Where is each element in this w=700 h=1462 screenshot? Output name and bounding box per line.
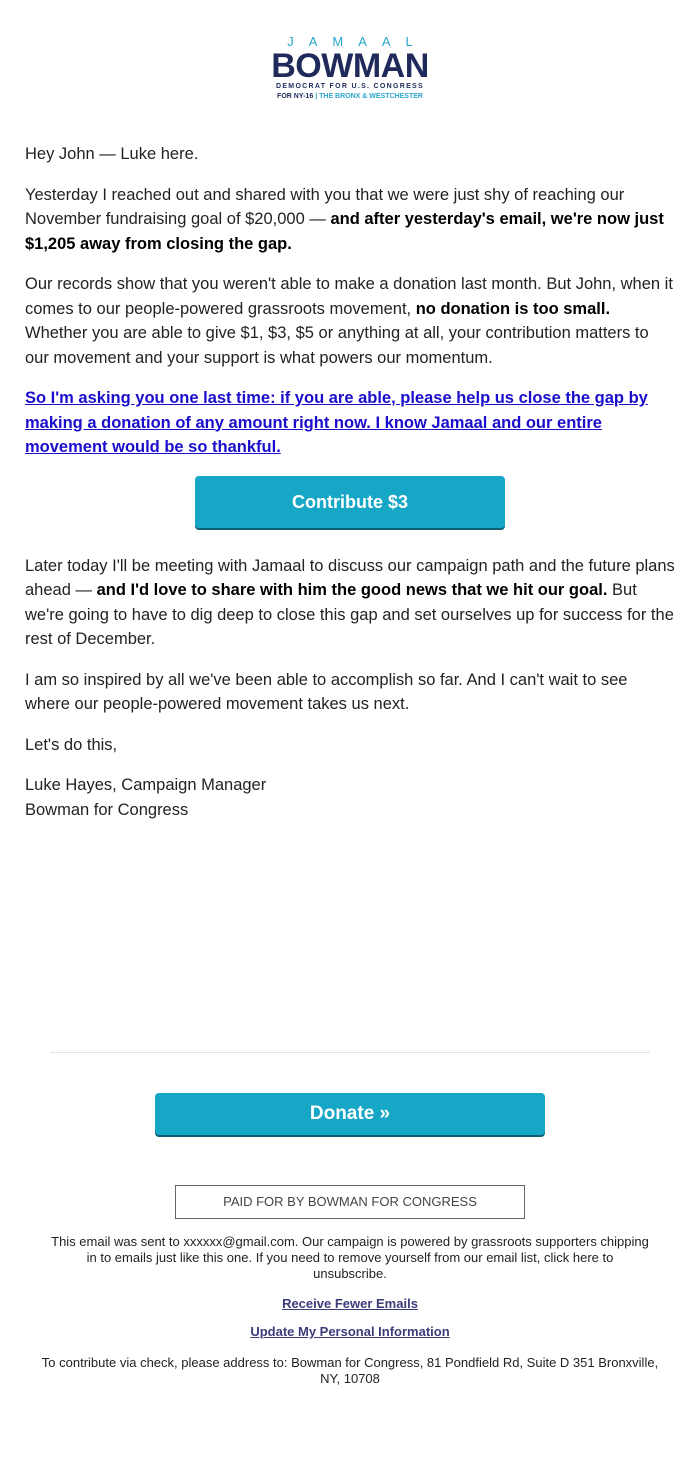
goal-emphasis: and after yesterday's email, we're now just $1,205 away from closing the gap. (25, 210, 664, 253)
fewer-emails-row (0, 1296, 700, 1311)
contribute-button[interactable]: Contribute $3 (195, 476, 505, 528)
paid-for-disclaimer: PAID FOR BY BOWMAN FOR CONGRESS (175, 1185, 525, 1219)
signoff: Let's do this, (25, 735, 118, 754)
small-donation-emphasis: no donation is too small. (415, 299, 611, 318)
greeting: Hey John — Luke here. (25, 145, 199, 163)
donate-button[interactable]: Donate » (155, 1093, 545, 1135)
signature-org: Bowman for Congress (25, 800, 189, 819)
footer-notice: This email was sent to xxxxxx@gmail.com. Our campaign is powered by grassroots supporters chipping in to emails just like this one. If you need to remove yourself from our email list, click here to unsubscribe. (51, 1234, 649, 1281)
paragraph-ask (25, 386, 675, 460)
mailing-address: To contribute via check, please address to: Bowman for Congress, 81 Pondfield Rd, Suite D 351 Bronxville, NY, 10708 (41, 1355, 659, 1386)
logo-subtitle: DEMOCRAT FOR U.S. CONGRESS (275, 83, 424, 90)
logo-last-name: BOWMAN (271, 47, 429, 85)
paragraph-goal: Yesterday I reached out and shared with you that we were just shy of reaching our November fundraising goal of $20,000 — and after yesterday's email, we're now just $1,205 away from closing the gap. (25, 185, 664, 253)
logo-separator: | (315, 93, 318, 100)
update-info-row (0, 1324, 700, 1339)
logo-district-line (271, 92, 429, 101)
paragraph-records: Our records show that you weren't able to make a donation last month. But John, when it comes to our people-powered grassroots movement, no donation is too small. Whether you are able to give $1, $3, $5 or anything at all, your contribution matters to our movement and your support is what powers our momentum. (25, 275, 673, 367)
logo-region: THE BRONX & WESTCHESTER (319, 93, 423, 100)
logo-district: FOR NY-16 (277, 93, 314, 100)
footer-divider (50, 1052, 650, 1053)
paragraph-meeting: Later today I'll be meeting with Jamaal to discuss our campaign path and the future plans ahead — and I'd love to share with him the good news that we hit our goal. But we're going to have to dig deep to close this gap and set ourselves up for success for the rest of December. (25, 556, 675, 648)
signature (25, 773, 675, 822)
signature-name: Luke Hayes, Campaign Manager (25, 776, 267, 794)
update-personal-info-link[interactable]: Update My Personal Information (250, 1324, 450, 1339)
email-body (25, 142, 675, 822)
paragraph-inspired: I am so inspired by all we've been able to accomplish so far. And I can't wait to see where our people-powered movement takes us next. (25, 670, 628, 713)
campaign-logo (0, 34, 700, 103)
goal-news-emphasis: and I'd love to share with him the good news that we hit our goal. (96, 581, 608, 599)
receive-fewer-emails-link[interactable]: Receive Fewer Emails (282, 1296, 418, 1311)
logo-first-name: JAMAAL (287, 34, 428, 49)
donation-ask-link[interactable]: So I'm asking you one last time: if you are able, please help us close the gap by making a donation of any amount right now. I know Jamaal and our entire movement would be so thankful. (25, 389, 648, 456)
